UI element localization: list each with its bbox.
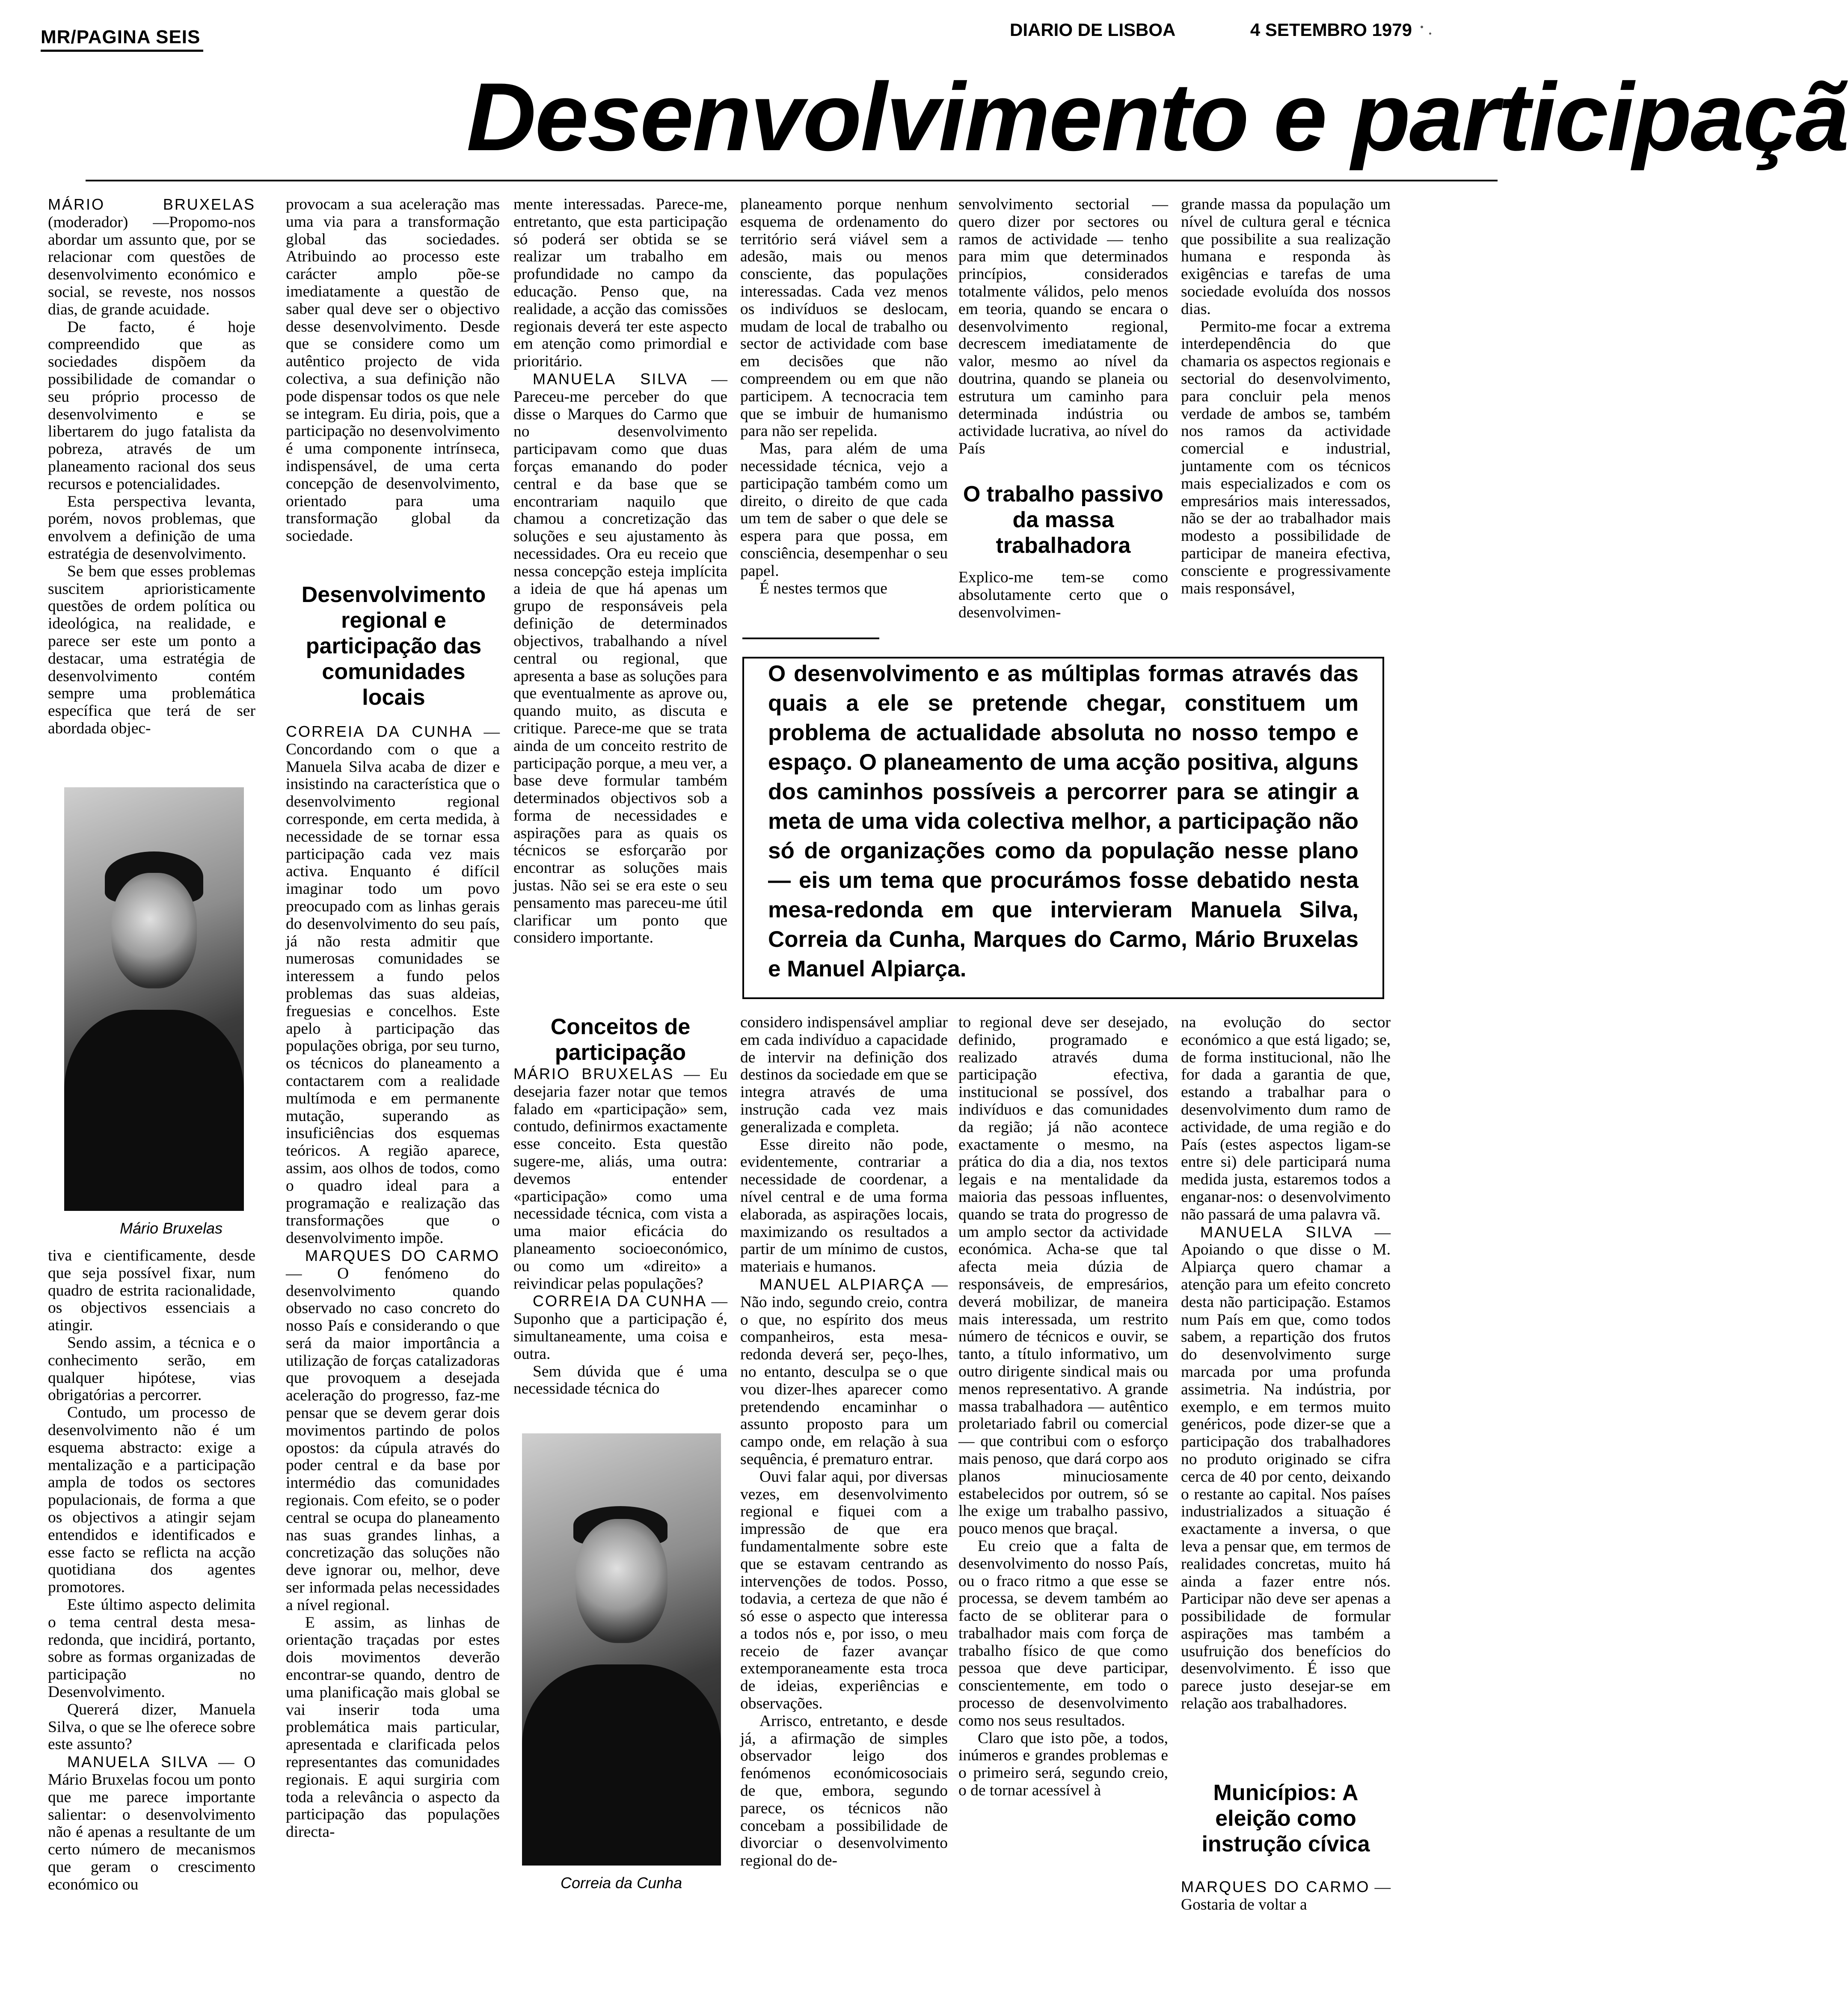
photo-caption-mario-bruxelas: Mário Bruxelas: [120, 1219, 223, 1237]
article-column-5b: [958, 1014, 1168, 1800]
paragraph: Permito-me focar a extrema interdependência do que chamaria os aspectos regionais e sectorial do desenvolvimento, para concluir pela menos verdade de ambos se, também nos ramos da actividade comercial e industrial, juntamente com os técnicos mais especializados e com os empresários mais interessados, não se der ao trabalhador mais modesto a possibilidade de participar de maneira efectiva, consciente e progressivamente mais responsável,: [1181, 317, 1391, 597]
paragraph: Ouvi falar aqui, por diversas vezes, em desenvolvimento regional e fiquei com a impressão de que era fundamentalmente sobre este que se estavam centrando as intervenções de todos. Posso, todavia, a certeza de que não é só esse o aspecto que interessa a todos nós e, por isso, o meu receio de fazer avançar extemporaneamente esta troca de ideias, experiências e observações.: [740, 1468, 948, 1713]
paragraph: MANUELA SILVA — Apoiando o que disse o M. Alpiarça quero chamar a atenção para um efeito concreto desta não participação. Estamos num País em que, como todos sabem, a repartição dos frutos do desenvolvimento surge marcada por uma profunda assimetria. Na indústria, por exemplo, e em termos muito genéricos, pode dizer-se que a participação dos trabalhadores no produto originado se cifra cerca de 40 por cento, deixando o restante ao capital. Nos países industrializados a situação é exactamente a inversa, o que leva a pensar que, em termos de realidades concretas, muito há ainda a fazer entre nós. Participar não deve ser apenas a possibilidade de formular aspirações mas também a usufruição dos benefícios do desenvolvimento. É isso que parece justo desejar-se em relação aos trabalhadores.: [1181, 1223, 1391, 1713]
paragraph: Esse direito não pode, evidentemente, contrariar a necessidade de coordenar, a nível central e de uma forma elaborada, as aspirações locais, maximizando os resultados a partir de um mínimo de custos, materiais e humanos.: [740, 1136, 948, 1276]
photo-caption-correia-da-cunha: Correia da Cunha: [561, 1874, 682, 1892]
paragraph: planeamento porque nenhum esquema de ordenamento do território será viável sem a adesão, mais ou menos consciente, das populações interessadas. Cada vez menos os indivíduos se deslocam, mudam de local de trabalho ou sector de actividade com base em decisões que não compreendem ou em que não participem. A tecnocracia tem que se imbuir de humanismo para não ser repelida.: [740, 196, 948, 440]
paragraph: considero indispensável ampliar em cada indivíduo a capacidade de intervir na definição dos destinos da sociedade em que se integra através de uma instrução cada vez mais generalizada e completa.: [740, 1014, 948, 1136]
paragraph: senvolvimento sectorial — quero dizer por sectores ou ramos de actividade — tenho para mim que determinados princípios, considerados totalmente válidos, pelo menos em teoria, quando se encara o desenvolvimento regional, decrescem imediatamente de valor, mesmo ao nível da doutrina, quando se planeia ou estrutura um caminho para determinada indústria ou actividade lucrativa, ao nível do País: [958, 196, 1168, 458]
article-column-1b: [48, 1247, 255, 1893]
photo-face: [111, 873, 197, 988]
paragraph: E assim, as linhas de orientação traçadas por estes dois movimentos deverão encontrar-se quando, dentro de uma planificação mais global se vai inserir toda uma problemática mais particular, apresentada e clarificada pelos representantes das comunidades regionais. E aqui surgiria com toda a relevância o aspecto da participação das populações directa-: [286, 1614, 500, 1841]
article-column-5: [958, 196, 1168, 458]
article-column-3: [513, 196, 727, 947]
masthead: [1010, 20, 1412, 40]
article-column-3b: [513, 1065, 727, 1398]
portrait-photo-correia-da-cunha: [522, 1433, 721, 1866]
paragraph: É nestes termos que: [759, 579, 887, 597]
article-column-2: [286, 196, 500, 545]
paragraph: to regional deve ser desejado, definido, programado e realizado através duma participação efectiva, institucional se possível, dos indivíduos e das comunidades da região; já não acontece exactamente o mesmo, na prática do dia a dia, nos textos legais e na mentalidade da maioria das pessoas influentes, quando se trata do progresso de um amplo sector da actividade económica. Acha-se que tal afecta meia dúzia de responsáveis, de empresários, deverá mobilizar, de maneira mais interessada, um restrito número de técnicos e ouvir, se tanto, a título informativo, um outro dirigente sindical mais ou menos representativo. A grande massa trabalhadora — autêntico proletariado fabril ou comercial — que contribui com o esforço mais penoso, que dará corpo aos planos minuciosamente estabelecidos por outrem, só se lhe exige um trabalho passivo, pouco menos que braçal.: [958, 1014, 1168, 1538]
paragraph: tiva e cientificamente, desde que seja possível fixar, num quadro de estrita racionalidade, os objectivos essenciais a atingir.: [48, 1247, 255, 1335]
print-speck: [1421, 26, 1423, 28]
paragraph: na evolução do sector económico a que está ligado; se, de forma institucional, não lhe for dada a garantia de que, estando a trabalhar para o desenvolvimento dum ramo de actividade, de uma região e do País (estes aspectos ligam-se entre si) dele participará numa medida justa, estaremos todos a enganar-nos: o desenvolvimento não passará de uma palavra vã.: [1181, 1014, 1391, 1223]
photo-body: [522, 1664, 721, 1866]
paragraph: MÁRIO BRUXELAS (moderador) —Propomo-nos abordar um assunto que, por se relacionar com questões de desenvolvimento económico e social, se reveste, nos nossos dias, de grande acuidade.: [48, 196, 255, 318]
paragraph: MÁRIO BRUXELAS — Eu desejaria fazer notar que temos falado em «participação» sem, contudo, definirmos exactamente esse conceito. Esta questão sugere-me, aliás, uma outra: devemos entender «participação» como uma necessidade técnica, com vista a uma maior eficácia do planeamento socioeconómico, ou como um «direito» a reivindicar pelas populações?: [513, 1065, 727, 1293]
paragraph: CORREIA DA CUNHA — Concordando com o que a Manuela Silva acaba de dizer e insistindo na característica que o desenvolvimento regional corresponde, em certa medida, à necessidade de se tornar essa participação cada vez mais activa. Enquanto é difícil imaginar todo um povo preocupado com as linhas gerais do desenvolvimento do seu país, já não resta admitir que numerosas comunidades se interessem a fundo pelos problemas das suas aldeias, freguesias e concelhos. Este apelo à participação das populações obriga, por seu turno, os técnicos do planeamento a contactarem com a realidade multímoda e em permanente mutação, superando as insuficiências dos esquemas teóricos. A região aparece, assim, aos olhos de todos, como o quadro ideal para a programação e realização das transformações que o desenvolvimento impõe.: [286, 723, 500, 1247]
article-column-6: [1181, 196, 1391, 597]
article-column-6b: [1181, 1014, 1391, 1713]
callout-text: O desenvolvimento e as múltiplas formas através das quais a ele se pretende chegar, constituem um problema de actualidade absoluta no nosso tempo e espaço. O planeamento de uma acção positiva, alguns dos caminhos possíveis a percorrer para se atingir a meta de uma vida colectiva melhor, a participação não só de organizações como da população nesse plano — eis um tema que procurámos fosse debatido nesta mesa-redonda em que intervieram Manuela Silva, Correia da Cunha, Marques do Carmo, Mário Bruxelas e Manuel Alpiarça.: [768, 661, 1359, 982]
paragraph: Se bem que esses problemas suscitem aprioristicamente questões de ordem política ou ideológica, na realidade, e parece ser este um ponto a destacar, uma estratégia de desenvolvimento contém sempre uma problemática específica que terá de ser abordada objec-: [48, 562, 255, 737]
header-rule: [41, 50, 203, 52]
portrait-photo-mario-bruxelas: [64, 787, 244, 1211]
subhead-municipios: Municípios: A eleição como instrução cívica: [1201, 1780, 1370, 1857]
paragraph: MARQUES DO CARMO — Gostaria de voltar a: [1181, 1878, 1391, 1913]
paragraph: MANUELA SILVA — Pareceu-me perceber do que disse o Marques do Carmo que no desenvolvimento participavam como que duas forças emanando do poder central e da base que se encontrariam naquilo que chamou a concretização das soluções e seu ajustamento às necessidades. Ora eu receio que nessa concepção esteja implícita a ideia de que há apenas um grupo de responsáveis pela definição de determinados objectivos, trabalhando a nível central ou regional, que apresenta a base as soluções para que eventualmente as aprove ou, quando muito, as discuta e critique. Parece-me que se trata ainda de um conceito restrito de participação porque, a meu ver, a base deve formular também determinados objectivos sob a forma de necessidades e aspirações para as quais os técnicos se esforçarão por encontrar as soluções mais justas. Não sei se era este o seu pensamento mas pareceu-me útil clarificar um ponto que considero importante.: [513, 370, 727, 947]
paragraph: Arrisco, entretanto, e desde já, a afirmação de simples observador leigo dos fenómenos económicosociais de que, embora, segundo parece, os técnicos não concebam a possibilidade de divorciar o desenvolvimento regional do de-: [740, 1712, 948, 1870]
paragraph: Contudo, um processo de desenvolvimento não é um esquema abstracto: exige a mentalização e a participação ampla de todos os sectores populacionais, de forma a que os objectivos a atingir sejam entendidos e identificados e esse facto se reflicta na acção quotidiana dos agentes promotores.: [48, 1404, 255, 1596]
paragraph: Quererá dizer, Manuela Silva, o que se lhe oferece sobre este assunto?: [48, 1700, 255, 1753]
paragraph: MANUEL ALPIARÇA — Não indo, segundo creio, contra o que, no espírito dos meus companheiros, esta mesa-redonda deverá ser, peço-lhes, no entanto, desculpa se o que vou dizer-lhes aparecer como pretendendo encaminhar o assunto proposto para um campo onde, em relação à sua sequência, é prematuro entrar.: [740, 1275, 948, 1468]
headline: Desenvolvimento e participaçã: [466, 62, 1848, 171]
subhead-conceitos: Conceitos de participação: [550, 1014, 691, 1065]
article-column-4: [740, 196, 948, 597]
article-column-4b: [740, 1014, 948, 1870]
subhead-trabalho: O trabalho passivo da massa trabalhadora: [963, 482, 1164, 558]
article-column-6c: [1181, 1878, 1391, 1914]
paragraph: MANUELA SILVA — O Mário Bruxelas focou um ponto que me parece importante salientar: o desenvolvimento não é apenas a resultante de um certo número de mecanismos que geram o crescimento económico ou: [48, 1753, 255, 1893]
photo-body: [64, 1010, 244, 1211]
paragraph: Esta perspectiva levanta, porém, novos problemas, que envolvem a definição de uma estratégia de desenvolvimento.: [48, 492, 255, 563]
issue-date: 4 SETEMBRO 1979: [1250, 20, 1412, 40]
paragraph: De facto, é hoje compreendido que as sociedades dispõem da possibilidade de comandar o seu próprio processo de desenvolvimento e se libertarem do jugo fatalista da pobreza, através de um planeamento racional dos seus recursos e potencialidades.: [48, 318, 255, 493]
paragraph: Eu creio que a falta de desenvolvimento do nosso País, ou o fraco ritmo a que esse se processa, se devem também ao facto de se obliterar para o trabalhador mais com força de trabalho físico de que como pessoa que deve participar, conscientemente, em todo o processo de desenvolvimento como nos seus resultados.: [958, 1537, 1168, 1729]
newspaper-name: DIARIO DE LISBOA: [1010, 20, 1176, 40]
paragraph: Sendo assim, a técnica e o conhecimento serão, em qualquer hipótese, vias obrigatórias a percorrer.: [48, 1334, 255, 1404]
callout-top-rule: [742, 638, 879, 639]
paragraph: CORREIA DA CUNHA — Suponho que a participação é, simultaneamente, uma coisa e outra.: [513, 1292, 727, 1363]
subhead-regional: Desenvolvimento regional e participação das comunidades locais: [301, 582, 486, 710]
paragraph: Explico-me tem-se como absolutamente certo que o desenvolvimen-: [958, 569, 1168, 621]
headline-rule: [86, 180, 1498, 181]
paragraph: grande massa da população um nível de cultura geral e técnica que possibilite a sua realização humana e responda às exigências e tarefas de uma sociedade evoluída dos nossos dias.: [1181, 196, 1391, 318]
paragraph: mente interessadas. Parece-me, entretanto, que esta participação só poderá ser obtida se se realizar um trabalho em profundidade no campo da educação. Penso que, na realidade, a acção das comissões regionais deverá ter este aspecto em atenção como primordial e prioritário.: [513, 196, 727, 371]
paragraph: MARQUES DO CARMO — O fenómeno do desenvolvimento quando observado no caso concreto do nosso País e considerando o que será da maior importância a utilização de forças catalizadoras que provoquem a desejada aceleração do progresso, faz-me pensar que se devem gerar dois movimentos partindo de polos opostos: da cúpula através do poder central e da base por intermédio das comunidades regionais. Com efeito, se o poder central se ocupa do planeamento nas suas grandes linhas, a concretização das soluções não deve ignorar ou, melhor, deve ser informada pelas necessidades a nível regional.: [286, 1246, 500, 1614]
article-column-2b: [286, 723, 500, 1841]
paragraph: Sem dúvida que é uma necessidade técnica do: [513, 1362, 727, 1398]
photo-face: [575, 1519, 667, 1643]
paragraph: Mas, para além de uma necessidade técnica, vejo a participação também como um direito, o direito de que cada um tem de saber o que dele se espera para que possa, em consciência, desempenhar o seu papel.: [740, 440, 948, 580]
paragraph: provocam a sua aceleração mas uma via para a transformação global das sociedades. Atribuindo ao processo este carácter amplo põe-se imediatamente a questão de saber qual deve ser o objectivo desse desenvolvimento. Desde que se considere como um autêntico projecto de vida colectiva, a sua definição não pode dispensar todos os que nele se integram. Eu diria, pois, que a participação no desenvolvimento é uma componente intrínseca, indispensável, de uma certa concepção de desenvolvimento, orientado para uma transformação global da sociedade.: [286, 196, 500, 545]
article-column-5-sub: [958, 569, 1168, 621]
print-speck: [1429, 33, 1431, 35]
paragraph: Este último aspecto delimita o tema central desta mesa-redonda, que incidirá, portanto, sobre as formas organizadas de participação no Desenvolvimento.: [48, 1596, 255, 1701]
article-column-1: [48, 196, 255, 738]
page-section-label: MR/PAGINA SEIS: [41, 27, 201, 47]
paragraph: Claro que isto põe, a todos, inúmeros e grandes problemas e o primeiro será, segundo creio, o de tornar acessível à: [958, 1729, 1168, 1800]
